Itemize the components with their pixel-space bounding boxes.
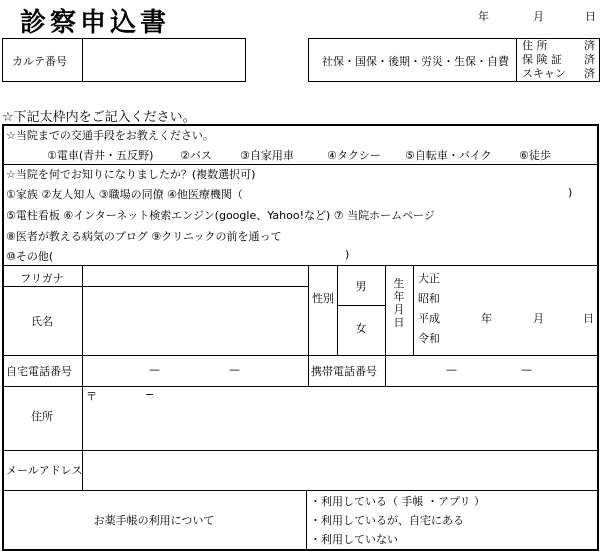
referral-question: ☆当院を何でお知りになりましたか？(複数選択可) (6, 168, 256, 181)
header-day-label: 日 (585, 10, 596, 23)
birth-month-label: 月 (533, 312, 544, 325)
home-phone-label: 自宅電話番号 (6, 365, 72, 378)
medbook-options[interactable] (310, 492, 485, 549)
address-top-line (2, 386, 599, 387)
check-insurance-label: 保 険 証 (522, 53, 562, 66)
insurance-types: 社保・国保・後期・労災・生保・自費 (322, 55, 509, 68)
form-title: 診察申込書 (20, 8, 171, 38)
referral-row4-close: ) (345, 248, 350, 261)
transport-option-walk[interactable]: ⑥徒歩 (519, 149, 551, 162)
medbook-option-not-using[interactable]: ・利用していない (310, 533, 398, 546)
birth-label-divider (413, 265, 414, 355)
sex-choice-divider (385, 265, 386, 355)
referral-options-row3[interactable]: ⑧医者が教える病気のブログ ⑨クリニックの前を通って (6, 230, 282, 243)
medbook-divider (306, 490, 307, 551)
check-scan-status: 済 (584, 67, 595, 80)
referral-options-row1[interactable]: ①家族 ②友人知人 ③職場の同僚 ④他医療機関（ (6, 188, 243, 201)
medbook-option-at-home[interactable]: ・利用しているが、自宅にある (310, 514, 464, 527)
name-sex-divider (308, 265, 309, 386)
address-field[interactable] (86, 402, 598, 450)
home-phone-dash-2: — (229, 363, 240, 376)
transport-question: ☆当院までの交通手段をお教えください。 (6, 129, 214, 142)
check-address-label: 住 所 (522, 39, 548, 52)
email-label: メールアドレス (6, 464, 83, 477)
check-list (522, 39, 595, 81)
email-field[interactable] (86, 454, 598, 488)
transport-option-train[interactable]: ①電車(青井・五反野) (47, 149, 154, 162)
furigana-divider (2, 286, 308, 287)
era-heisei[interactable]: 平成 (418, 312, 440, 325)
mobile-phone-divider (385, 355, 386, 386)
check-scan-label: スキャン (522, 67, 566, 80)
header-month-label: 月 (533, 10, 544, 23)
referral-row1-close: ) (568, 186, 573, 199)
sex-label: 性別 (312, 292, 334, 305)
birthdate-label: 生年月日 (393, 277, 405, 329)
postal-mark: 〒 (86, 390, 97, 403)
referral-options-row2[interactable]: ⑤電柱看板 ⑥インターネット検索エンジン(google、Yahoo!など) ⑦ 当院ホームページ (6, 209, 435, 222)
check-scan (522, 67, 595, 81)
check-insurance-card (522, 53, 595, 67)
male-female-divider (337, 305, 385, 306)
medbook-top-line (2, 490, 599, 491)
patient-top-line (2, 265, 599, 266)
address-label: 住所 (31, 410, 53, 423)
patient-label-divider (82, 265, 83, 355)
transport-divider (2, 164, 599, 165)
transport-option-bicycle[interactable]: ⑤自転車・バイク (405, 149, 492, 162)
check-address-status: 済 (584, 39, 595, 52)
era-reiwa[interactable]: 令和 (418, 332, 440, 345)
medbook-label: お薬手帳の利用について (93, 514, 215, 527)
mobile-phone-label: 携帯電話番号 (311, 365, 377, 378)
email-top-line (2, 450, 599, 451)
sex-female-option[interactable]: 女 (355, 322, 367, 335)
home-phone-divider (82, 355, 83, 386)
furigana-label: フリガナ (20, 272, 64, 285)
transport-option-taxi[interactable]: ④タクシー (327, 149, 381, 162)
instruction-text: ☆下記太枠内をご記入ください。 (2, 110, 196, 125)
phone-top-line (2, 355, 599, 356)
postal-dash: − (145, 388, 155, 401)
transport-option-car[interactable]: ③自家用車 (240, 149, 294, 162)
era-options[interactable] (418, 269, 440, 349)
karte-number-label: カルテ番号 (12, 55, 67, 68)
mobile-phone-dash-2: — (521, 363, 532, 376)
sex-male-option[interactable]: 男 (355, 280, 367, 293)
birth-day-label: 日 (583, 312, 594, 325)
referral-options-row4[interactable]: ⑩その他( (6, 250, 54, 263)
mobile-phone-dash-1: — (446, 363, 457, 376)
karte-number-field[interactable] (86, 44, 244, 78)
era-showa[interactable]: 昭和 (418, 292, 440, 305)
furigana-field[interactable] (86, 268, 308, 286)
birth-year-label: 年 (481, 312, 492, 325)
insurance-divider (516, 38, 517, 82)
name-field[interactable] (86, 290, 308, 354)
medbook-option-using[interactable]: ・利用している（ 手帳 ・アプリ ） (310, 495, 486, 508)
check-address (522, 39, 595, 53)
header-year-label: 年 (478, 10, 489, 23)
home-phone-dash-1: — (149, 363, 160, 376)
check-insurance-status: 済 (584, 53, 595, 66)
transport-option-bus[interactable]: ②バス (180, 149, 212, 162)
name-label: 氏名 (31, 315, 53, 328)
karte-divider (82, 38, 83, 82)
era-taisho[interactable]: 大正 (418, 272, 440, 285)
